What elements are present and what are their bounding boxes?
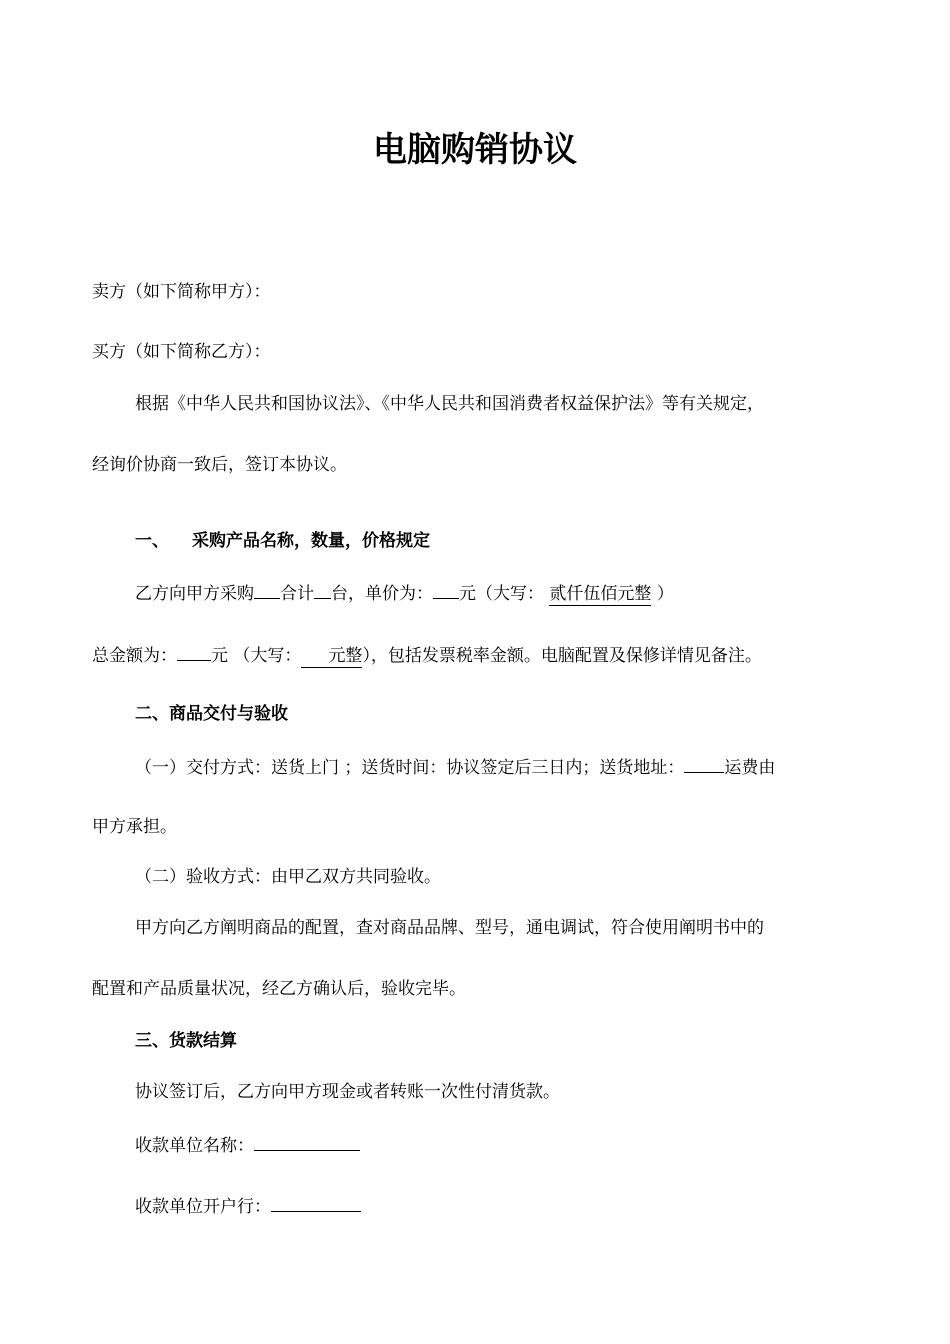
section1-number: 一、 <box>135 531 169 551</box>
intro-paragraph-line2: 经询价协商一致后，签订本协议。 <box>92 455 347 475</box>
text-fragment: 台，单价为： <box>331 584 433 604</box>
unit-price-in-words: 贰仟伍佰元整 <box>549 584 652 604</box>
section2-paragraph2: （二）验收方式：由甲乙双方共同验收。 <box>135 867 441 887</box>
section2-paragraph3-line1: 甲方向乙方阐明商品的配置，查对商品品牌、型号，通电调试，符合使用阐明书中的 <box>135 918 764 938</box>
text-fragment: 乙方向甲方采购 <box>135 584 254 604</box>
section3-heading: 三、货款结算 <box>135 1031 237 1051</box>
total-amount-in-words <box>301 646 362 668</box>
section2-paragraph1-line2: 甲方承担。 <box>92 817 177 837</box>
quantity-blank <box>254 580 280 599</box>
text-fragment: 元 （大写： <box>211 646 302 666</box>
section2-paragraph3-line2: 配置和产品质量状况，经乙方确认后，验收完毕。 <box>92 979 466 999</box>
text-fragment: 合计 <box>280 584 314 604</box>
payee-bank-line <box>135 1193 361 1219</box>
section1-paragraph2 <box>92 642 762 668</box>
buyer-line: 买方（如下简称乙方）： <box>92 342 271 362</box>
section1-heading: 采购产品名称，数量，价格规定 <box>192 531 430 551</box>
text-fragment: （一）交付方式：送货上门 ；送货时间：协议签定后三日内；送货地址： <box>135 758 685 778</box>
seller-line: 卖方（如下简称甲方）： <box>92 282 271 302</box>
section2-heading: 二、商品交付与验收 <box>135 704 288 724</box>
total-amount-blank <box>177 642 211 661</box>
units-blank <box>314 580 331 599</box>
payee-bank-label: 收款单位开户行： <box>135 1197 271 1217</box>
text-fragment: ） <box>656 584 674 604</box>
payee-bank-blank <box>271 1193 361 1212</box>
payee-name-label: 收款单位名称： <box>135 1136 254 1156</box>
section1-paragraph1 <box>135 580 674 606</box>
unit-price-blank <box>433 580 459 599</box>
text-fragment: 运费由 <box>724 758 776 778</box>
section3-paragraph1: 协议签订后，乙方向甲方现金或者转账一次性付清货款。 <box>135 1082 560 1102</box>
text-fragment: 元（大写： <box>459 584 544 604</box>
document-title: 电脑购销协议 <box>373 130 577 170</box>
payee-name-line <box>135 1132 360 1158</box>
text-fragment: 总金额为： <box>92 646 177 666</box>
payee-name-blank <box>254 1132 360 1151</box>
intro-paragraph-line1: 根据《中华人民共和国协议法》、《中华人民共和国消费者权益保护法》等有关规定， <box>135 394 764 414</box>
text-fragment: ），包括发票税率金额。电脑配置及保修详情见备注。 <box>362 646 762 666</box>
delivery-address-blank <box>684 754 724 773</box>
section2-paragraph1-line1 <box>135 754 775 780</box>
text-fragment: 元整 <box>328 646 363 666</box>
